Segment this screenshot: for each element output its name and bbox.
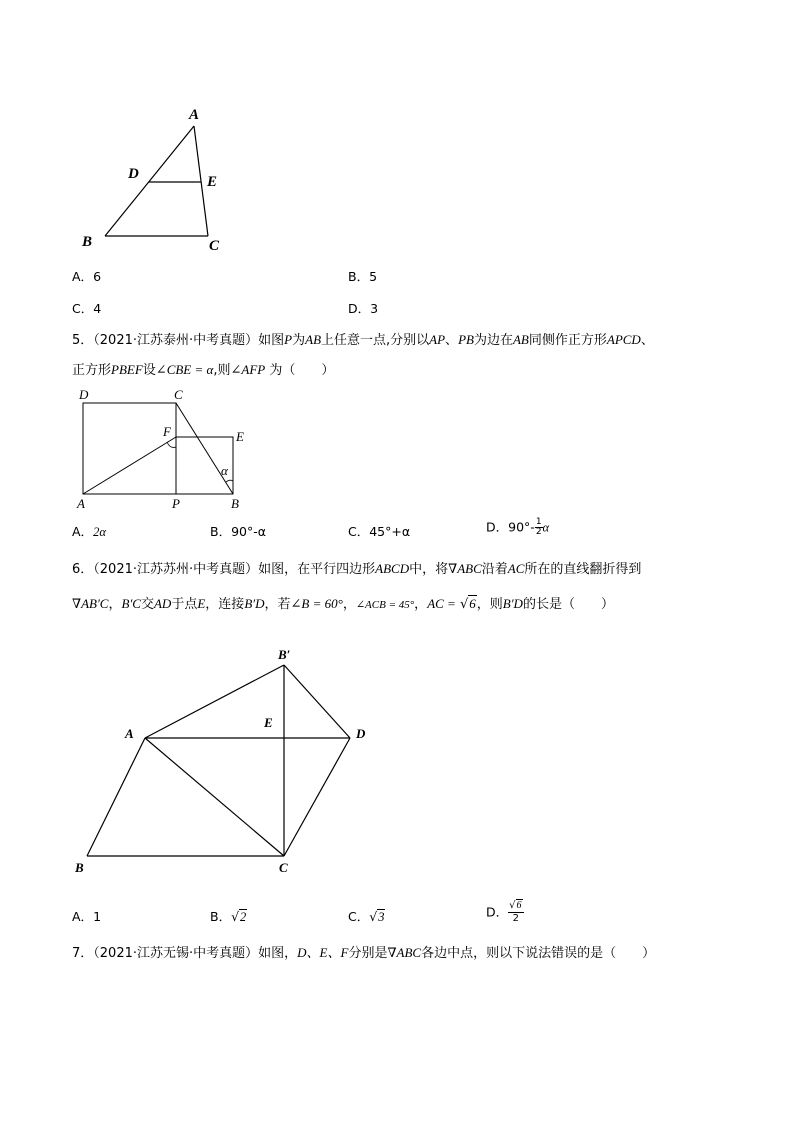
q6-option-d[interactable]: D． $\frac{√6}{2}$ xyxy=(486,900,522,924)
segment-AC xyxy=(145,738,284,856)
question-number: 7． xyxy=(72,946,94,961)
q6-option-c[interactable]: C．√3 xyxy=(348,909,385,924)
option-letter: D． xyxy=(348,301,371,316)
option-value: 5 xyxy=(369,269,378,284)
q4-option-a[interactable] xyxy=(72,269,101,285)
fraction-one-half: $\frac{1}{2}$ xyxy=(535,517,542,537)
q5-option-d[interactable]: D．90°- $\frac{1}{2}$ α xyxy=(486,517,550,537)
label-C: C xyxy=(279,860,288,875)
label-D: D xyxy=(128,166,139,182)
segment-AB xyxy=(105,126,194,236)
segment-B-prime-D xyxy=(284,665,350,738)
option-value: 4 xyxy=(93,301,102,316)
option-value: 3 xyxy=(370,301,379,316)
square-APCD xyxy=(83,403,176,494)
q6-stem-line1: 6．（2021·江苏苏州·中考真题）如图，在平行四边形ABCD中，将∇ABC沿着AC所在的直线翻折得到 xyxy=(72,561,642,577)
question-source: （2021·江苏无锡·中考真题） xyxy=(93,946,259,961)
option-letter: C． xyxy=(72,301,94,316)
option-value: 6 xyxy=(93,269,102,284)
squares-figure-q5 xyxy=(72,385,262,515)
label-B: B xyxy=(75,860,84,875)
option-letter: A． xyxy=(72,269,94,284)
label-C: C xyxy=(209,238,220,254)
angle-mark-F xyxy=(167,442,176,447)
parallelogram-figure-q6 xyxy=(70,640,380,885)
label-F: F xyxy=(163,424,171,439)
label-B: B xyxy=(231,496,239,511)
q4-option-c[interactable] xyxy=(72,301,101,317)
question-source: （2021·江苏苏州·中考真题） xyxy=(93,562,259,577)
label-P: P xyxy=(172,496,180,511)
q4-option-d[interactable] xyxy=(348,301,378,317)
label-A: A xyxy=(77,496,85,511)
label-A: A xyxy=(125,726,134,741)
q5-option-a[interactable]: A．2α xyxy=(72,524,106,539)
label-E: E xyxy=(236,429,244,444)
q5-stem-line1: 5．（2021·江苏泰州·中考真题）如图P为AB上任意一点,分别以AP、PB为边在AB同侧作正方形APCD、 xyxy=(72,332,654,348)
label-alpha: α xyxy=(221,463,228,478)
label-B-prime: B′ xyxy=(278,647,291,662)
label-D: D xyxy=(356,726,366,741)
label-A: A xyxy=(189,107,200,123)
segment-CD xyxy=(284,738,350,856)
segment-AB xyxy=(87,738,145,856)
label-E: E xyxy=(264,715,273,730)
q6-stem-line2: ∇AB′C，B′C交AD于点E，连接B′D，若∠B = 60°，∠ACB = 45°，AC = √6，则B′D的长是（ ） xyxy=(72,596,614,612)
q5-option-c[interactable]: C．45°+α xyxy=(348,524,411,539)
q7-stem-line1: 7．（2021·江苏无锡·中考真题）如图，D、E、F分别是∇ABC各边中点，则以下说法错误的是（ ） xyxy=(72,945,656,961)
label-D: D xyxy=(79,387,89,402)
triangle-figure-q4 xyxy=(70,100,240,260)
q5-option-b[interactable]: B．90°-α xyxy=(210,524,266,539)
q4-option-b[interactable] xyxy=(348,269,377,285)
fraction-root6-over-2: $\frac{√6}{2}$ xyxy=(509,900,522,924)
question-number: 5． xyxy=(72,333,94,348)
segment-CB xyxy=(176,403,233,494)
label-C: C xyxy=(174,387,183,402)
segment-AF xyxy=(83,437,176,494)
q6-option-a[interactable]: A．1 xyxy=(72,909,102,924)
label-E: E xyxy=(207,174,218,190)
question-number: 6． xyxy=(72,562,94,577)
option-letter: B． xyxy=(348,269,370,284)
label-B: B xyxy=(82,234,93,250)
q5-stem-line2: 正方形PBEF设∠CBE = α,则∠AFP 为（ ） xyxy=(72,362,335,378)
segment-AC xyxy=(194,126,208,236)
question-source: （2021·江苏泰州·中考真题） xyxy=(93,333,259,348)
angle-mark-B xyxy=(226,480,233,482)
q6-option-b[interactable]: B．√2 xyxy=(210,909,247,924)
